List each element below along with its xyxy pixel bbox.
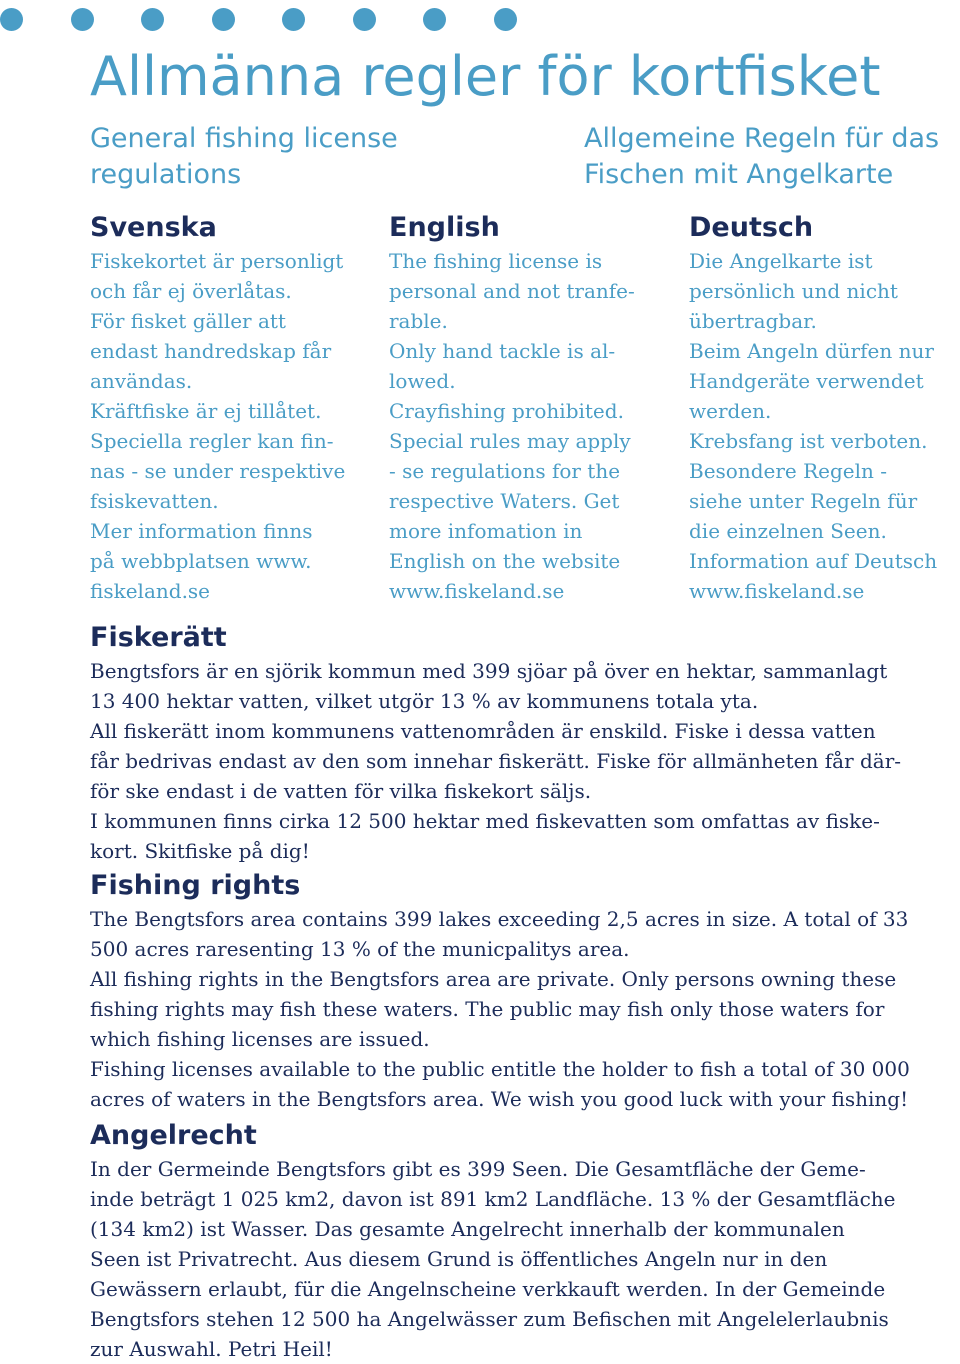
column-line: persönlich und nicht [689,279,898,303]
column-line: übertragbar. [689,309,817,333]
column-line: För fisket gäller att [90,309,286,333]
column-line: lowed. [389,369,456,393]
column-line: Mer information finns [90,519,313,543]
section-line: för ske endast i de vatten för vilka fiskekort säljs. [90,779,592,803]
section-line: Bengtsfors är en sjörik kommun med 399 sjöar på över en hektar, sammanlagt [90,659,888,683]
column-line: personal and not tranfe- [389,279,635,303]
column-line: användas. [90,369,193,393]
decorative-dots [0,8,540,36]
column-line: Besondere Regeln - [689,459,888,483]
column-line: fiskeland.se [90,579,211,603]
column-line: English on the website [389,549,621,573]
section-line: which fishing licenses are issued. [90,1027,430,1051]
column-line: www.fiskeland.se [689,579,865,603]
dot-decoration [212,8,235,31]
column-line: Only hand tackle is al- [389,339,616,363]
section-line: Bengtsfors stehen 12 500 ha Angelwässer zum Befischen mit Angelelerlaubnis [90,1307,889,1331]
section-heading: Fishing rights [90,870,301,901]
column-line: Information auf Deutsch [689,549,938,573]
section-line: In der Germeinde Bengtsfors gibt es 399 Seen. Die Gesamtfläche der Geme- [90,1157,866,1181]
column-line: endast handredskap får [90,339,332,363]
column-english [389,210,675,606]
section-line: Seen ist Privatrecht. Aus diesem Grund is öffentliches Angeln nur in den [90,1247,828,1271]
column-line: Fiskekortet är personligt [90,249,344,273]
subtitle-line: General fishing license [90,123,398,154]
section-line: får bedrivas endast av den som innehar fiskerätt. Fiske för allmänheten får där- [90,749,902,773]
section-line: zur Auswahl. Petri Heil! [90,1337,333,1361]
section-line: The Bengtsfors area contains 399 lakes exceeding 2,5 acres in size. A total of 33 [90,907,909,931]
section-line: Fishing licenses available to the public entitle the holder to fish a total of 30 000 [90,1057,910,1081]
column-deutsch [689,210,957,606]
section-fiskeratt [90,620,958,866]
column-line: Krebsfang ist verboten. [689,429,928,453]
column-line: more infomation in [389,519,583,543]
section-heading: Fiskerätt [90,622,227,653]
column-line: - se regulations for the [389,459,621,483]
column-heading: English [389,212,500,243]
column-line: på webbplatsen www. [90,549,312,573]
column-line: die einzelnen Seen. [689,519,887,543]
section-heading: Angelrecht [90,1120,257,1151]
column-line: werden. [689,399,772,423]
section-angelrecht [90,1118,958,1364]
column-svenska [90,210,376,606]
dot-decoration [0,8,23,31]
dot-decoration [494,8,517,31]
dot-decoration [353,8,376,31]
column-line: nas - se under respektive [90,459,346,483]
section-line: (134 km2) ist Wasser. Das gesamte Angelrecht innerhalb der kommunalen [90,1217,845,1241]
section-line: acres of waters in the Bengtsfors area. We wish you good luck with your fishing! [90,1087,909,1111]
section-line: Gewässern erlaubt, für die Angelnscheine verkkauft werden. In der Gemeinde [90,1277,886,1301]
dot-decoration [423,8,446,31]
column-heading: Svenska [90,212,217,243]
column-line: Special rules may apply [389,429,631,453]
subtitle-line: Fischen mit Angelkarte [584,159,894,190]
column-line: Speciella regler kan fin- [90,429,334,453]
section-fishing-rights [90,868,958,1114]
column-line: Handgeräte verwendet [689,369,924,393]
column-line: The fishing license is [389,249,603,273]
column-line: och får ej överlåtas. [90,279,292,303]
dot-decoration [282,8,305,31]
column-line: www.fiskeland.se [389,579,565,603]
subtitle-line: Allgemeine Regeln für das [584,123,940,154]
column-line: Beim Angeln dürfen nur [689,339,934,363]
column-line: Kräftfiske är ej tillåtet. [90,399,322,423]
section-line: I kommunen finns cirka 12 500 hektar med fiskevatten som omfattas av fiske- [90,809,880,833]
dot-decoration [71,8,94,31]
section-line: inde beträgt 1 025 km2, davon ist 891 km2 Landfläche. 13 % der Gesamtfläche [90,1187,896,1211]
section-line: 13 400 hektar vatten, vilket utgör 13 % av kommunens totala yta. [90,689,759,713]
column-heading: Deutsch [689,212,814,243]
column-line: fsiskevatten. [90,489,219,513]
subtitle-german [584,121,960,193]
column-line: Crayfishing prohibited. [389,399,624,423]
section-line: All fiskerätt inom kommunens vattenområden är enskild. Fiske i dessa vatten [90,719,876,743]
section-line: All fishing rights in the Bengtsfors area are private. Only persons owning these [90,967,897,991]
dot-decoration [141,8,164,31]
subtitle-english [90,121,490,193]
column-line: siehe unter Regeln für [689,489,918,513]
column-line: rable. [389,309,448,333]
section-line: kort. Skitfiske på dig! [90,839,310,863]
section-line: fishing rights may fish these waters. The public may fish only those waters for [90,997,885,1021]
section-line: 500 acres raresenting 13 % of the municpalitys area. [90,937,630,961]
subtitle-line: regulations [90,159,242,190]
page-title: Allmänna regler för kortfisket [90,45,881,108]
column-line: Die Angelkarte ist [689,249,873,273]
column-line: respective Waters. Get [389,489,620,513]
